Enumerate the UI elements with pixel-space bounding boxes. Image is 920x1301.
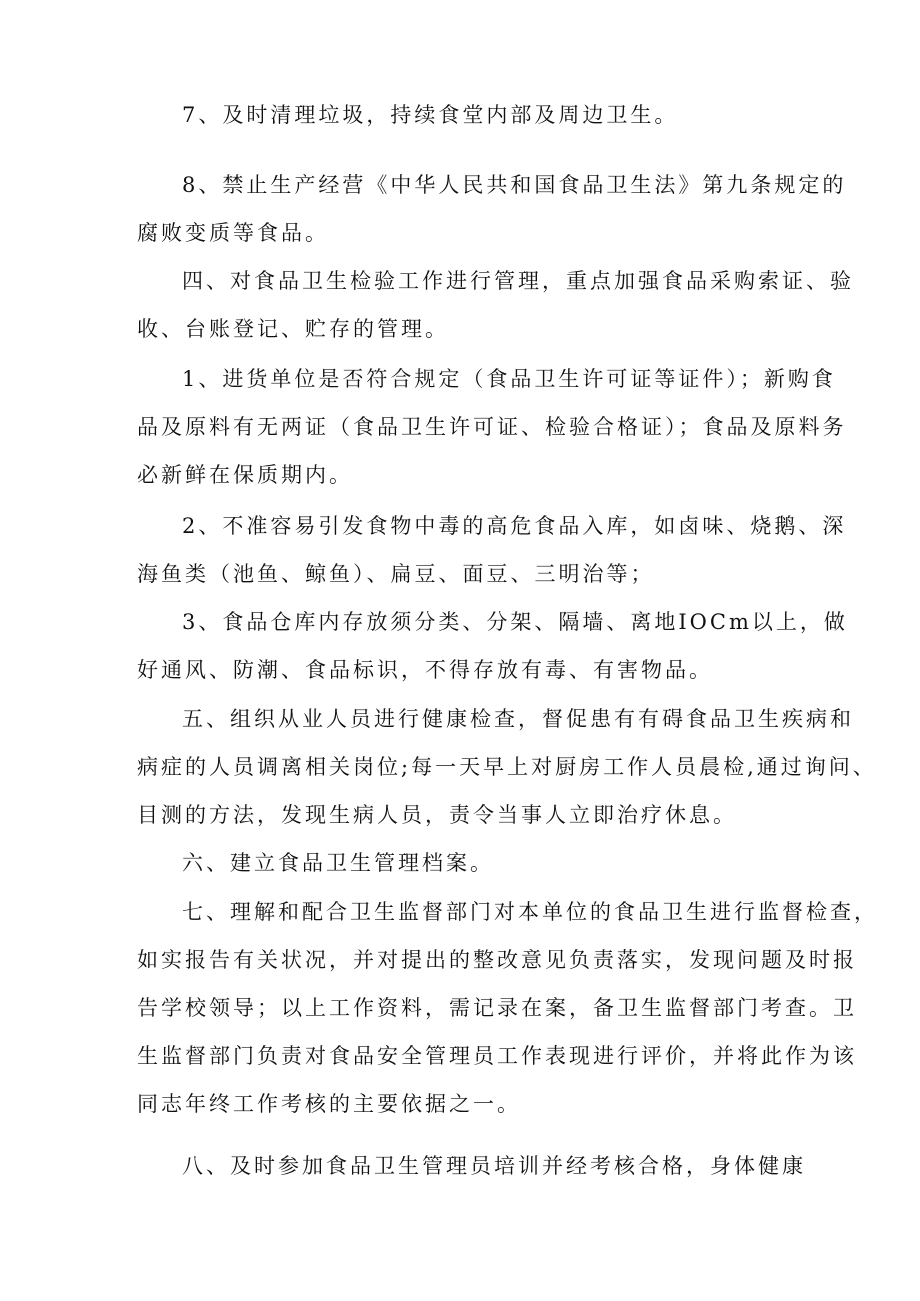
- item-3-line-1: 3、食品仓库内存放须分类、分架、隔墙、离地IOCm以上，做: [182, 610, 848, 634]
- section-6-line-1: 六、建立食品卫生管理档案。: [182, 851, 494, 875]
- item-1-line-1: 1、进货单位是否符合规定（食品卫生许可证等证件）；新购食: [182, 367, 836, 391]
- item-3-line-2: 好通风、防潮、食品标识，不得存放有毒、有害物品。: [137, 658, 713, 682]
- item-1-line-2: 品及原料有无两证（食品卫生许可证、检验合格证）；食品及原料务: [137, 415, 847, 439]
- section-5-line-1: 五、组织从业人员进行健康检查，督促患有有碍食品卫生疾病和: [182, 707, 854, 731]
- section-4-line-1: 四、对食品卫生检验工作进行管理，重点加强食品采购索证、验: [182, 269, 854, 293]
- section-7-line-5: 同志年终工作考核的主要依据之一。: [137, 1092, 521, 1116]
- section-8-line-1: 八、及时参加食品卫生管理员培训并经考核合格，身体健康: [182, 1154, 806, 1178]
- paragraph-7-line-1: 7、及时清理垃圾，持续食堂内部及周边卫生。: [182, 103, 679, 127]
- item-2-line-1: 2、不准容易引发食物中毒的高危食品入库，如卤味、烧鹅、深: [182, 514, 847, 538]
- item-2-line-2: 海鱼类（池鱼、鲸鱼）、扁豆、面豆、三明治等；: [137, 562, 655, 586]
- paragraph-8-line-2: 腐败变质等食品。: [137, 221, 329, 245]
- section-7-line-3: 告学校领导；以上工作资料，需记录在案，备卫生监督部门考查。卫: [137, 996, 857, 1020]
- section-7-line-4: 生监督部门负责对食品安全管理员工作表现进行评价，并将此作为该: [137, 1044, 857, 1068]
- section-7-line-1: 七、理解和配合卫生监督部门对本单位的食品卫生进行监督检查，: [182, 900, 878, 924]
- section-4-line-2: 收、台账登记、贮存的管理。: [137, 317, 449, 341]
- item-1-line-3: 必新鲜在保质期内。: [137, 463, 353, 487]
- section-5-line-3: 目测的方法，发现生病人员，责令当事人立即治疗休息。: [137, 803, 737, 827]
- paragraph-8-line-1: 8、禁止生产经营《中华人民共和国食品卫生法》第九条规定的: [182, 173, 847, 197]
- section-5-line-2: 病症的人员调离相关岗位;每一天早上对厨房工作人员晨检,通过询问、: [137, 755, 877, 779]
- section-7-line-2: 如实报告有关状况，并对提出的整改意见负责落实，发现问题及时报: [137, 948, 857, 972]
